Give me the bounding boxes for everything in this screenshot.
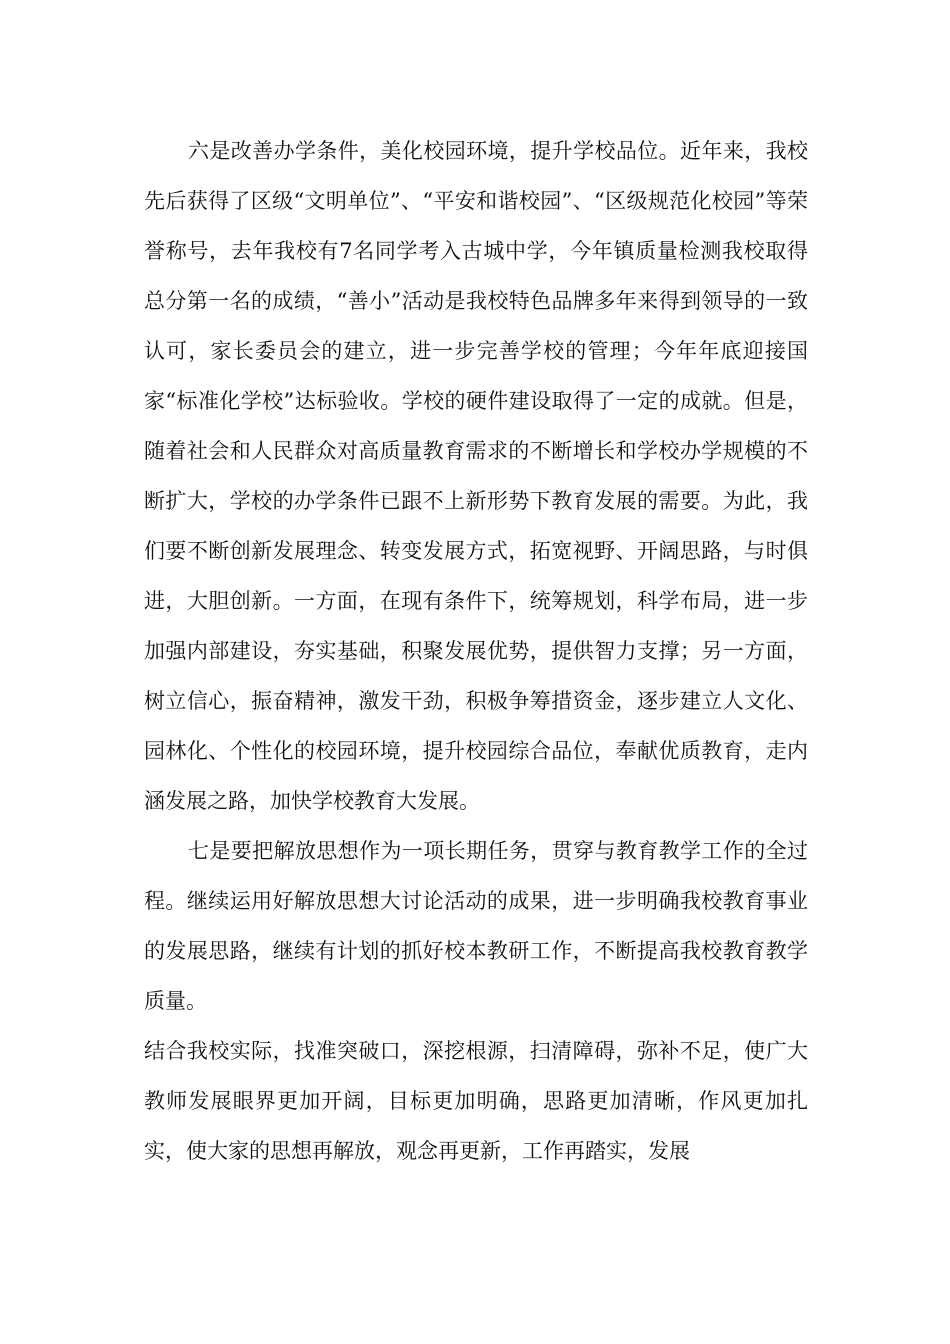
paragraph-six: 六是改善办学条件，美化校园环境，提升学校品位。近年来，我校先后获得了区级“文明单位”、“平安和谐校园”、“区级规范化校园”等荣誉称号，去年我校有7名同学考入古城中学，今年镇质量检测我校取得总分第一名的成绩，“善小”活动是我校特色品牌多年来得到领导的一致认可，家长委员会的建立，进一步完善学校的管理；今年年底迎接国家“标准化学校”达标验收。学校的硬件建设取得了一定的成就。但是，随着社会和人民群众对高质量教育需求的不断增长和学校办学规模的不断扩大，学校的办学条件已跟不上新形势下教育发展的需要。为此，我们要不断创新发展理念、转变发展方式，拓宽视野、开阔思路，与时俱进，大胆创新。一方面，在现有条件下，统筹规划，科学布局，进一步加强内部建设，夯实基础，积聚发展优势，提供智力支撑；另一方面，树立信心，振奋精神，激发干劲，积极争筹措资金，逐步建立人文化、园林化、个性化的校园环境，提升校园综合品位，奉献优质教育，走内涵发展之路，加快学校教育大发展。 [144,139,808,813]
paragraph-continuation: 结合我校实际，找准突破口，深挖根源，扫清障碍，弥补不足，使广大教师发展眼界更加开阔，目标更加明确，思路更加清晰，作风更加扎实，使大家的思想再解放，观念再更新，工作再踏实，发展 [144,1039,808,1163]
document-body [144,126,808,1176]
paragraph-seven: 七是要把解放思想作为一项长期任务，贯穿与教育教学工作的全过程。继续运用好解放思想大讨论活动的成果，进一步明确我校教育事业的发展思路，继续有计划的抓好校本教研工作，不断提高我校教育教学质量。 [144,839,808,1013]
